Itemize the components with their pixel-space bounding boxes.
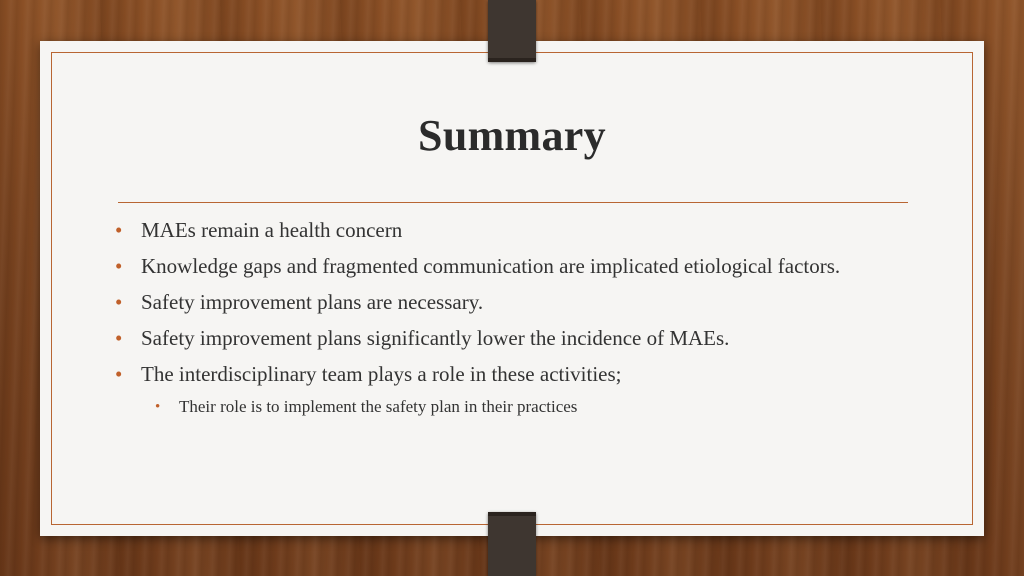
binder-clip-bottom xyxy=(488,512,536,576)
bullet-dot-icon: • xyxy=(115,362,123,386)
bullet-dot-icon: • xyxy=(115,218,123,242)
sub-bullet-item xyxy=(115,396,915,418)
bullet-text: The interdisciplinary team plays a role in these activities; xyxy=(141,362,622,386)
sub-bullet-list xyxy=(115,396,915,418)
bullet-item xyxy=(115,290,915,314)
bullet-dot-icon: • xyxy=(115,254,123,278)
bullet-item xyxy=(115,362,915,386)
bullet-item xyxy=(115,326,915,350)
bullet-item xyxy=(115,254,915,278)
bullet-text: MAEs remain a health concern xyxy=(141,218,403,242)
slide-title: Summary xyxy=(418,111,606,160)
bullet-text: Safety improvement plans significantly lower the incidence of MAEs. xyxy=(141,326,730,350)
title-divider xyxy=(118,202,908,203)
sub-bullet-dot-icon: • xyxy=(155,399,161,415)
sub-bullet-group xyxy=(115,396,915,418)
bullet-dot-icon: • xyxy=(115,326,123,350)
bullet-text: Safety improvement plans are necessary. xyxy=(141,290,484,314)
bullet-dot-icon: • xyxy=(115,290,123,314)
bullet-item xyxy=(115,218,915,242)
bullet-text: Knowledge gaps and fragmented communication are implicated etiological factors. xyxy=(141,254,841,278)
sub-bullet-text: Their role is to implement the safety plan in their practices xyxy=(179,397,578,416)
bullet-list xyxy=(115,218,915,418)
binder-clip-top xyxy=(488,0,536,62)
